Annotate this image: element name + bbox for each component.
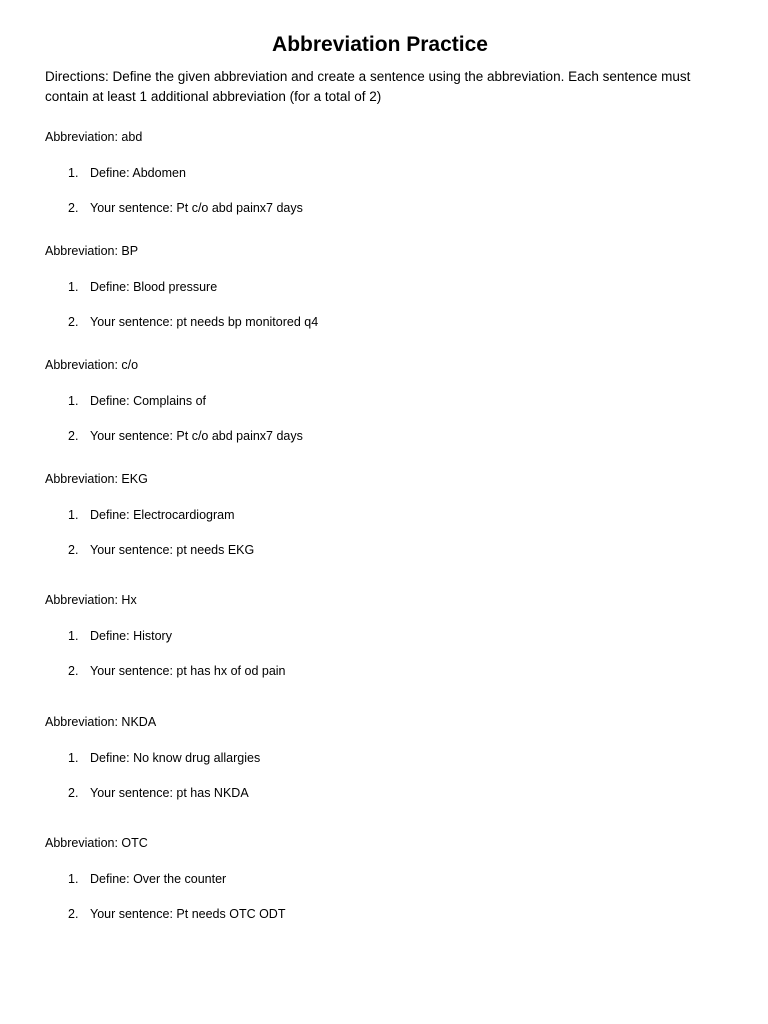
abbreviation-section-otc: [45, 834, 725, 923]
item-text: Define: No know drug allargies: [90, 751, 261, 765]
abbreviation-section-nkda: [45, 713, 725, 802]
abbreviation-label: Abbreviation: EKG: [45, 472, 148, 486]
sentence-item: [45, 199, 725, 217]
abbreviation-label: Abbreviation: NKDA: [45, 715, 157, 729]
abbreviation-label: Abbreviation: c/o: [45, 358, 139, 372]
sentence-item: [45, 313, 725, 331]
item-text: Your sentence: Pt c/o abd painx7 days: [90, 201, 303, 215]
item-number: 1.: [68, 872, 79, 886]
define-item: [45, 506, 725, 524]
item-text: Your sentence: pt needs EKG: [90, 543, 255, 557]
define-item: [45, 164, 725, 182]
sentence-item: [45, 784, 725, 802]
item-text: Define: Blood pressure: [90, 280, 218, 294]
item-text: Define: History: [90, 629, 172, 643]
item-number: 2.: [68, 429, 79, 443]
abbreviation-section-bp: [45, 242, 725, 331]
item-text: Your sentence: Pt needs OTC ODT: [90, 907, 286, 921]
define-item: [45, 392, 725, 410]
item-text: Define: Over the counter: [90, 872, 227, 886]
item-text: Your sentence: Pt c/o abd painx7 days: [90, 429, 303, 443]
abbreviation-label: Abbreviation: BP: [45, 244, 139, 258]
define-item: [45, 627, 725, 645]
sentence-item: [45, 541, 725, 559]
item-number: 2.: [68, 907, 79, 921]
item-text: Your sentence: pt has hx of od pain: [90, 664, 286, 678]
item-number: 2.: [68, 543, 79, 557]
item-number: 1.: [68, 751, 79, 765]
define-item: [45, 749, 725, 767]
abbreviation-label: Abbreviation: abd: [45, 130, 143, 144]
item-number: 1.: [68, 394, 79, 408]
item-number: 2.: [68, 786, 79, 800]
item-text: Define: Electrocardiogram: [90, 508, 235, 522]
item-text: Define: Complains of: [90, 394, 207, 408]
item-number: 1.: [68, 629, 79, 643]
item-number: 1.: [68, 280, 79, 294]
abbreviation-section-ekg: [45, 470, 725, 559]
sentence-item: [45, 427, 725, 445]
item-text: Your sentence: pt has NKDA: [90, 786, 249, 800]
abbreviation-label: Abbreviation: Hx: [45, 593, 137, 607]
item-number: 2.: [68, 315, 79, 329]
item-number: 1.: [68, 166, 79, 180]
abbreviation-section-hx: [45, 591, 725, 680]
item-number: 2.: [68, 664, 79, 678]
page-title: Abbreviation Practice: [272, 33, 488, 56]
item-number: 2.: [68, 201, 79, 215]
sentence-item: [45, 662, 725, 680]
abbreviation-section-abd: [45, 128, 725, 217]
item-text: Define: Abdomen: [90, 166, 186, 180]
abbreviation-label: Abbreviation: OTC: [45, 836, 148, 850]
item-text: Your sentence: pt needs bp monitored q4: [90, 315, 319, 329]
abbreviation-section-c-o: [45, 356, 725, 445]
sentence-item: [45, 905, 725, 923]
directions-text: Directions: Define the given abbreviation and create a sentence using the abbreviation. Each sentence must contain at least 1 additional abbreviation (for a total of 2): [45, 69, 691, 104]
item-number: 1.: [68, 508, 79, 522]
define-item: [45, 870, 725, 888]
define-item: [45, 278, 725, 296]
